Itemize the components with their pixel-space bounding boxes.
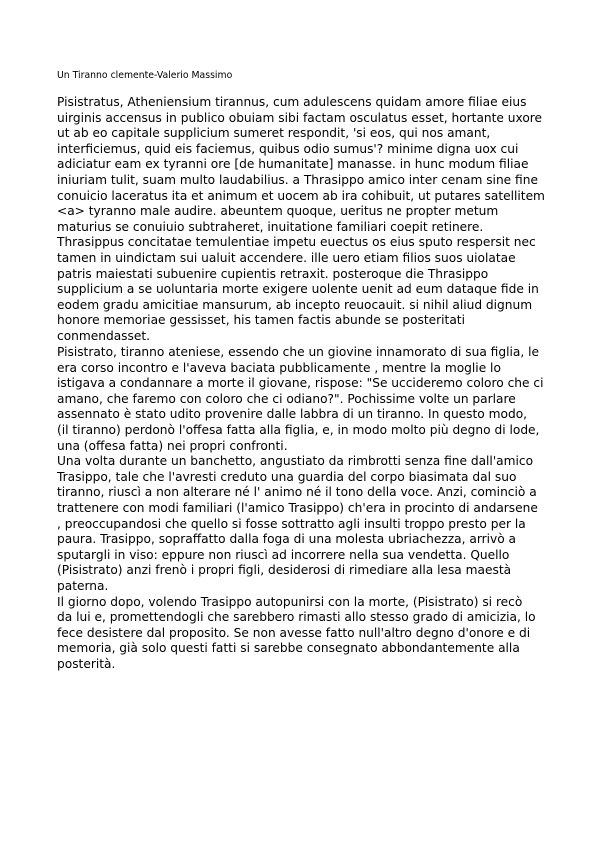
latin-line: patris maiestati subuenire cupientis retraxit. posteroque die Thrasippo <box>57 266 489 281</box>
latin-line: iniuriam tulit, suam multo laudabilius. a Thrasippo amico inter cenam sine fine <box>57 172 538 187</box>
latin-line: interficiemus, quid eis faciemus, quibus odio sumus'? minime digna uox cui <box>57 141 519 156</box>
latin-line: conmendasset. <box>57 328 151 343</box>
italian-line: era corso incontro e l'aveva baciata pubblicamente , mentre la moglie lo <box>57 360 501 375</box>
italian-line: fece desistere dal proposito. Se non avesse fatto null'altro degno d'onore e di <box>57 625 531 640</box>
latin-line: tamen in uindictam sui ualuit accendere. ille uero etiam filios suos uiolatae <box>57 250 516 265</box>
latin-line: maturius se conuiuio subtraheret, inuitatione familiari coepit retinere. <box>57 219 484 234</box>
italian-line: posterità. <box>57 656 116 671</box>
italian-line: , preoccupandosi che quello si fosse sottratto agli insulti troppo presto per la <box>57 516 526 531</box>
italian-line: istigava a condannare a morte il giovane, rispose: "Se uccideremo coloro che ci <box>57 376 544 391</box>
italian-line: Trasippo, tale che l'avresti creduto una guardia del corpo biasimata dal suo <box>57 469 517 484</box>
italian-line: una (offesa fatta) nei propri confronti. <box>57 438 288 453</box>
italian-line: Pisistrato, tiranno ateniese, essendo che un giovine innamorato di sua figlia, le <box>57 345 539 359</box>
latin-line: Thrasippus concitatae temulentiae impetu euectus os eius sputo respersit nec <box>57 235 536 250</box>
italian-line: trattenere con modi familiari (l'amico Trasippo) ch'era in procinto di andarsene <box>57 500 538 515</box>
latin-paragraph <box>57 95 557 345</box>
italian-paragraph <box>57 345 557 672</box>
latin-line: supplicium a se uoluntaria morte exigere uolente uenit ad eum dataque fide in <box>57 282 539 297</box>
latin-line: conuicio laceratus ita et animum et uocem ab ira cohibuit, ut putares satellitem <box>57 188 545 203</box>
latin-line: ut ab eo capitale supplicium sumeret respondit, 'si eos, qui nos amant, <box>57 126 491 141</box>
italian-line: amano, che faremo con coloro che ci odiano?". Pochissime volte un parlare <box>57 391 516 406</box>
latin-line: adiciatur eam ex tyranni ore [de humanitate] manasse. in hunc modum filiae <box>57 157 529 172</box>
latin-line: <a> tyranno male audire. abeuntem quoque, ueritus ne propter metum <box>57 204 499 219</box>
latin-line: uirginis accensus in publico obuiam sibi factam osculatus esset, hortante uxore <box>57 110 543 125</box>
latin-line: eodem gradu amicitiae mansurum, ab incepto reuocauit. si nihil aliud dignum <box>57 297 533 312</box>
italian-line: (il tiranno) perdonò l'offesa fatta alla figlia, e, in modo molto più degno di lode, <box>57 422 540 437</box>
latin-line: Pisistratus, Atheniensium tirannus, cum adulescens quidam amore filiae eius <box>57 95 527 109</box>
italian-line: assennato è stato udito provenire dalle labbra di un tiranno. In questo modo, <box>57 407 528 422</box>
italian-line: Una volta durante un banchetto, angustiato da rimbrotti senza fine dall'amico <box>57 454 534 469</box>
italian-line: paterna. <box>57 578 109 593</box>
italian-line: da lui e, promettendogli che sarebbero rimasti allo stesso grado di amicizia, lo <box>57 610 536 625</box>
italian-line: paura. Trasippo, sopraffatto dalla foga di una molesta ubriachezza, arrivò a <box>57 532 517 547</box>
italian-line: memoria, già solo questi fatti si sarebbe consegnato abbondantemente alla <box>57 641 520 656</box>
italian-line: tiranno, riuscì a non alterare né l' animo né il tono della voce. Anzi, cominciò a <box>57 485 537 500</box>
italian-line: sputargli in viso: eppure non riuscì ad incorrere nella sua vendetta. Quello <box>57 547 510 562</box>
italian-line: Il giorno dopo, volendo Trasippo autopunirsi con la morte, (Pisistrato) si recò <box>57 594 523 609</box>
latin-line: honore memoriae gessisset, his tamen factis abunde se posteritati <box>57 313 465 328</box>
italian-line: (Pisistrato) anzi frenò i propri figli, desiderosi di rimediare alla lesa maestà <box>57 563 512 578</box>
document-title: Un Tiranno clemente-Valerio Massimo <box>57 70 233 81</box>
